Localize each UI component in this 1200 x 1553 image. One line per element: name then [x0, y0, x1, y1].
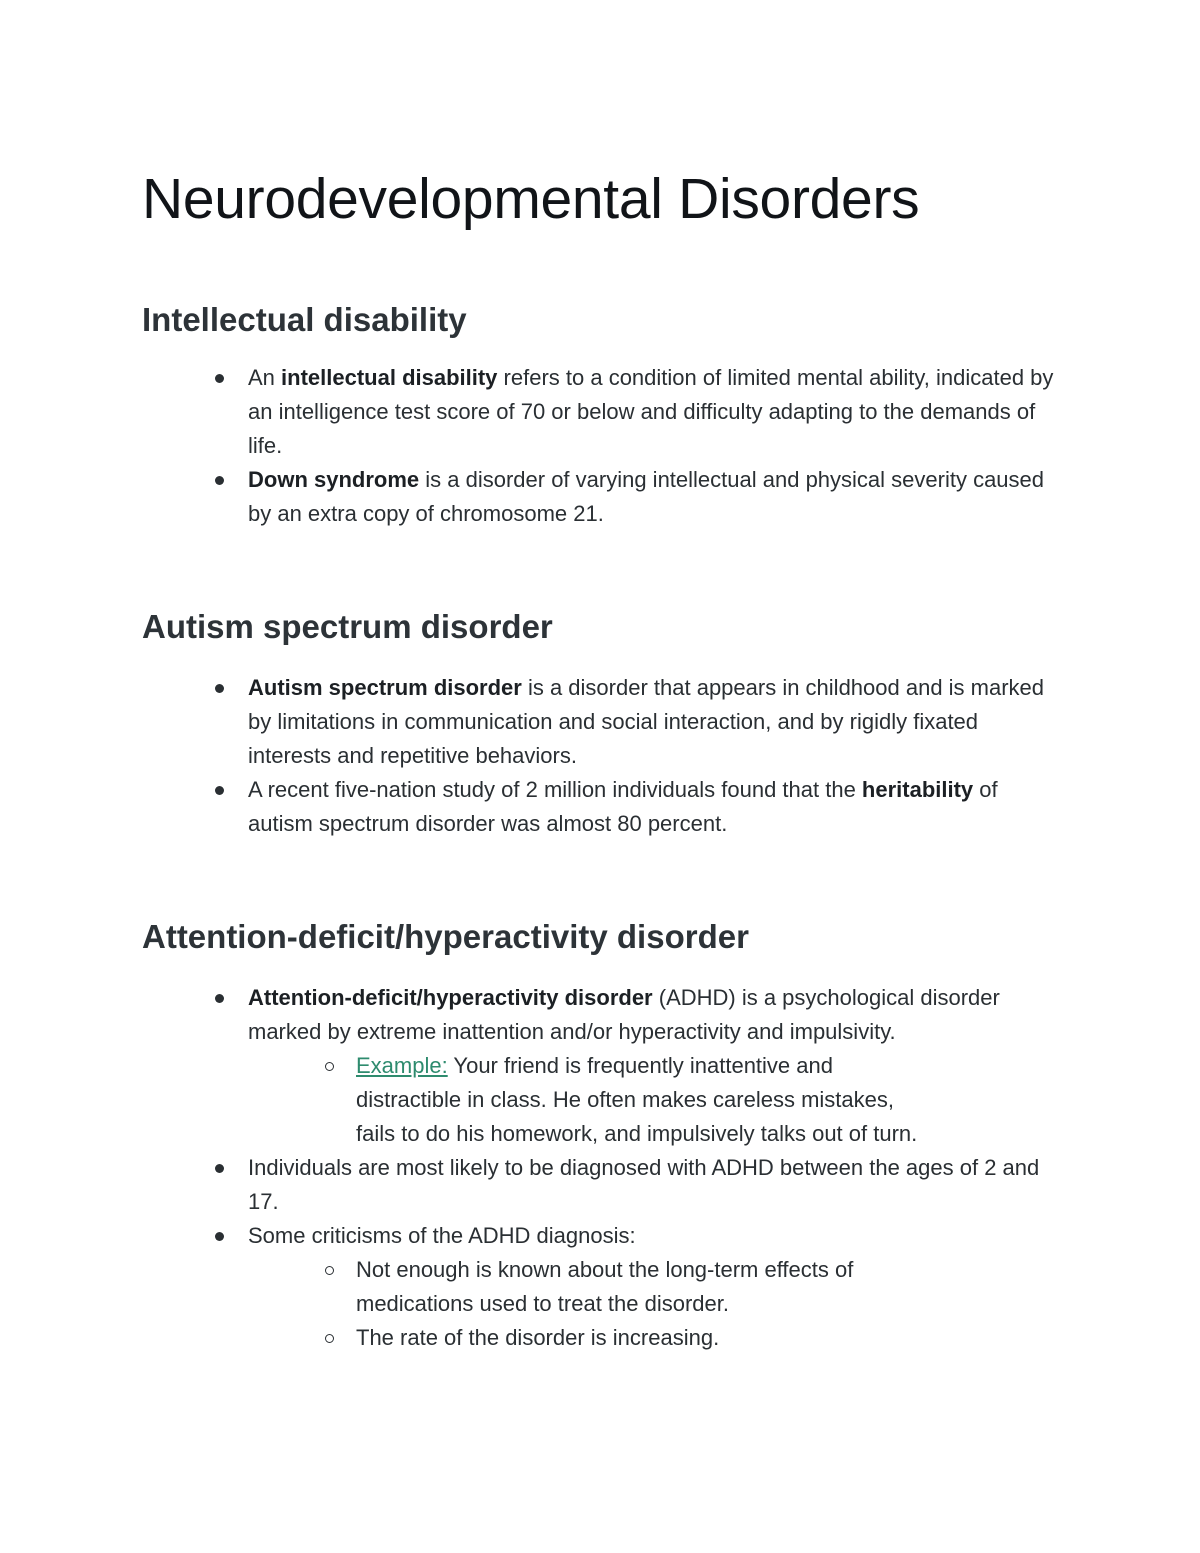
- bullet-list: [142, 361, 1072, 531]
- bullet-icon: [215, 994, 224, 1003]
- section-autism-spectrum-disorder: [142, 607, 1072, 836]
- list-item: A recent five-nation study of 2 million individuals found that the heritability of autism spectrum disorder was almost 80 percent.: [142, 773, 1058, 841]
- list-item: Individuals are most likely to be diagnosed with ADHD between the ages of 2 and 17.: [142, 1151, 1058, 1219]
- bullet-icon: [215, 684, 224, 693]
- hollow-bullet-icon: [325, 1062, 334, 1071]
- key-term: Autism spectrum disorder: [248, 675, 522, 700]
- hollow-bullet-icon: [325, 1334, 334, 1343]
- key-term: intellectual disability: [281, 365, 498, 390]
- bullet-list: [142, 671, 1072, 841]
- list-item: Some criticisms of the ADHD diagnosis: Not enough is known about the long-term effects of medications used to treat the disorder. The rate of the disorder is increasing.: [142, 1219, 1058, 1355]
- bullet-icon: [215, 476, 224, 485]
- sub-list: [248, 1253, 1058, 1355]
- bullet-icon: [215, 786, 224, 795]
- sub-list-item: The rate of the disorder is increasing.: [248, 1321, 936, 1355]
- hollow-bullet-icon: [325, 1266, 334, 1275]
- sub-list: [248, 1049, 1058, 1151]
- key-term: Attention-deficit/hyperactivity disorder: [248, 985, 653, 1010]
- section-heading: Intellectual disability: [142, 301, 467, 338]
- bullet-list: [142, 981, 1072, 1355]
- bullet-icon: [215, 374, 224, 383]
- bullet-icon: [215, 1164, 224, 1173]
- list-item: Down syndrome is a disorder of varying intellectual and physical severity caused by an extra copy of chromosome 21.: [142, 463, 1058, 531]
- bullet-icon: [215, 1232, 224, 1241]
- list-item: Attention-deficit/hyperactivity disorder (ADHD) is a psychological disorder marked by extreme inattention and/or hyperactivity and impulsivity. Example: Your friend is frequently inattentive and distractible in class. He often makes careless mistakes, fails to do his homework, and impulsively talks out of turn.: [142, 981, 1058, 1151]
- list-item: An intellectual disability refers to a condition of limited mental ability, indicated by an intelligence test score of 70 or below and difficulty adapting to the demands of life.: [142, 361, 1058, 463]
- example-link[interactable]: Example:: [356, 1053, 448, 1078]
- section-intellectual-disability: [142, 300, 1072, 526]
- section-heading: Autism spectrum disorder: [142, 608, 553, 645]
- sub-list-item: Not enough is known about the long-term effects of medications used to treat the disorder.: [248, 1253, 936, 1321]
- section-heading: Attention-deficit/hyperactivity disorder: [142, 918, 749, 955]
- key-term: heritability: [861, 777, 974, 802]
- list-item: Autism spectrum disorder is a disorder that appears in childhood and is marked by limitations in communication and social interaction, and by rigidly fixated interests and repetitive behaviors.: [142, 671, 1058, 773]
- sub-list-item: Example: Your friend is frequently inattentive and distractible in class. He often makes careless mistakes, fails to do his homework, and impulsively talks out of turn.: [248, 1049, 936, 1151]
- document-title: Neurodevelopmental Disorders: [142, 167, 920, 231]
- key-term: Down syndrome: [248, 467, 420, 492]
- section-adhd: [142, 917, 1072, 1350]
